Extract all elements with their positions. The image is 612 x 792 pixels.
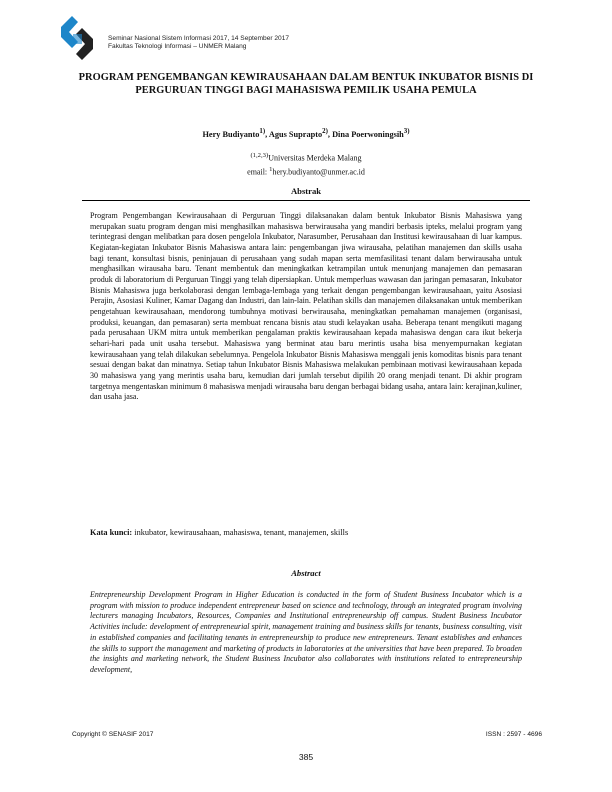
logo-accent-bar — [73, 34, 82, 44]
abstrak-divider — [82, 200, 530, 201]
abstrak-body: Program Pengembangan Kewirausahaan di Perguruan Tinggi dilaksanakan dalam bentuk Inkubator Bisnis Mahasiswa yang merupakan suatu program dengan misi menghasilkan mahasiswa berwirausaha yang mandiri berbasis ipteks, melalui program yang terintegrasi dengan melibatkan para dosen pengelola Inkubator, Narasumber, Perusahaan dan Institusi kewirausahaan di luar kampus. Kegiatan-kegiatan Inkubator Bisnis Mahasiswa antara lain: pengembangan jiwa wirausaha, pelatihan manajemen dan skills usaha bagi tenant, konsultasi bisnis, peninjauan di perusahaan yang sudah mapan serta memfasilitasi tenant dalam berwirausaha untuk menghasilkan wirausaha baru. Tenant membentuk dan meningkatkan ketrampilan untuk menunjang manajemen dan pemasaran produk di laboratorium di Perguruan Tinggi yang telah dipersiapkan. Untuk memperluas wawasan dan jaringan pemasaran, Inkubator Bisnis Mahasiswa juga berkolaborasi dengan lembaga-lembaga yang terkait dengan pengembangan kewirausahaan, yaitu Asosiasi Perajin, Asosiasi Kuliner, Kamar Dagang dan Industri, dan lain-lain. Pelatihan skills dan manajemen dilaksanakan untuk memberikan pengetahuan kewirausahaan, mendorong tumbuhnya motivasi berwirausaha, meningkatkan pemahaman manajemen (organisasi, produksi, keuangan, dan pemasaran) serta membuat rencana bisnis atau studi kelayakan usaha. Beberapa tenant mengikuti magang pada perusahaan UKM mitra untuk memberikan pengalaman praktis kewirausahaan kepada mahasiswa dengan cara ikut bekerja sehari-hari pada unit usaha tersebut. Mahasiswa yang berminat atau baru merintis usaha bisa menyempurnakan kegiatan kewirausahaan yang telah dilakukan sebelumnya. Pengelola Inkubator Bisnis Mahasiswa menggali jenis komoditas bisnis para tenant sesuai dengan bakat dan minatnya. Setiap tahun Inkubator Bisnis Mahasiswa melakukan pembinaan motivasi kewirausahaan kepada 30 mahasiswa yang yang merintis usaha baru, kemudian dari jumlah tersebut dipilih 20 orang menjadi tenant. Di akhir program targetnya mengentaskan minimum 8 mahasiswa menjadi wirausaha baru dengan berbagai bidang usaha, antara lain: kerajinan,kuliner, dan usaha jasa. — [90, 211, 522, 402]
affiliation-sup: (1,2,3) — [250, 152, 269, 159]
senasif-logo-icon — [58, 14, 102, 64]
email-sup: 1 — [269, 165, 273, 173]
affiliation-line — [60, 150, 552, 164]
abstract-heading: Abstract — [291, 568, 321, 578]
email-label: email: — [247, 167, 270, 177]
keywords-label: Kata kunci: — [90, 528, 133, 537]
author-separator: , — [265, 129, 269, 139]
page-number: 385 — [298, 752, 314, 762]
conference-line-2: Fakultas Teknologi Informasi – UNMER Malang — [108, 43, 247, 51]
affiliation-block — [60, 150, 552, 177]
paper-title: PROGRAM PENGEMBANGAN KEWIRAUSAHAAN DALAM BENTUK INKUBATOR BISNIS DI PERGURUAN TINGGI BAGI MAHASISWA PEMILIK USAHA PEMULA — [78, 72, 534, 96]
author-list — [60, 127, 552, 140]
conference-info — [108, 35, 289, 51]
author-name: Agus Suprapto — [268, 129, 323, 139]
abstract-body: Entrepreneurship Development Program in Higher Education is conducted in the form of Student Business Incubator which is a program with mission to produce independent entrepreneur based on science and technology, through an integrated program involving lecturers managing Incubators, Resources, Companies and Institutional entrepreneurship off campus. Student Business Incubator Activities include: development of entrepreneurial spirit, management training and business skills for tenants, business consulting, visit in established companies and facilitating tenants in entrepreneurship to produce new entrepreneurs. Tenant establishes and enhances the skills to support the management and marketing of products in laboratories at the universities that have been prepared. To broaden the insights and marketing network, the Student Business Incubator also collaborates with institutions related to entrepreneurship development, — [90, 590, 522, 674]
author-name: Dina Poerwoningsih — [332, 129, 404, 139]
author-name: Hery Budiyanto — [202, 129, 260, 139]
keywords-value: inkubator, kewirausahaan, mahasiswa, tenant, manajemen, skills — [132, 528, 349, 537]
author-sup: 2) — [322, 128, 328, 135]
author-separator: , — [327, 129, 333, 139]
footer-issn: ISSN : 2597 - 4696 — [485, 731, 542, 738]
keywords-line — [90, 528, 522, 538]
email-address[interactable]: hery.budiyanto@unmer.ac.id — [272, 167, 365, 177]
author-sup: 3) — [403, 128, 410, 135]
conference-line-1: Seminar Nasional Sistem Informasi 2017, 14 September 2017 — [108, 35, 290, 42]
abstrak-heading: Abstrak — [290, 186, 322, 196]
footer-copyright: Copyright © SENASIF 2017 — [72, 731, 154, 738]
affiliation-name: Universitas Merdeka Malang — [268, 153, 362, 163]
email-line — [60, 164, 552, 178]
author-sup: 1) — [259, 128, 266, 135]
